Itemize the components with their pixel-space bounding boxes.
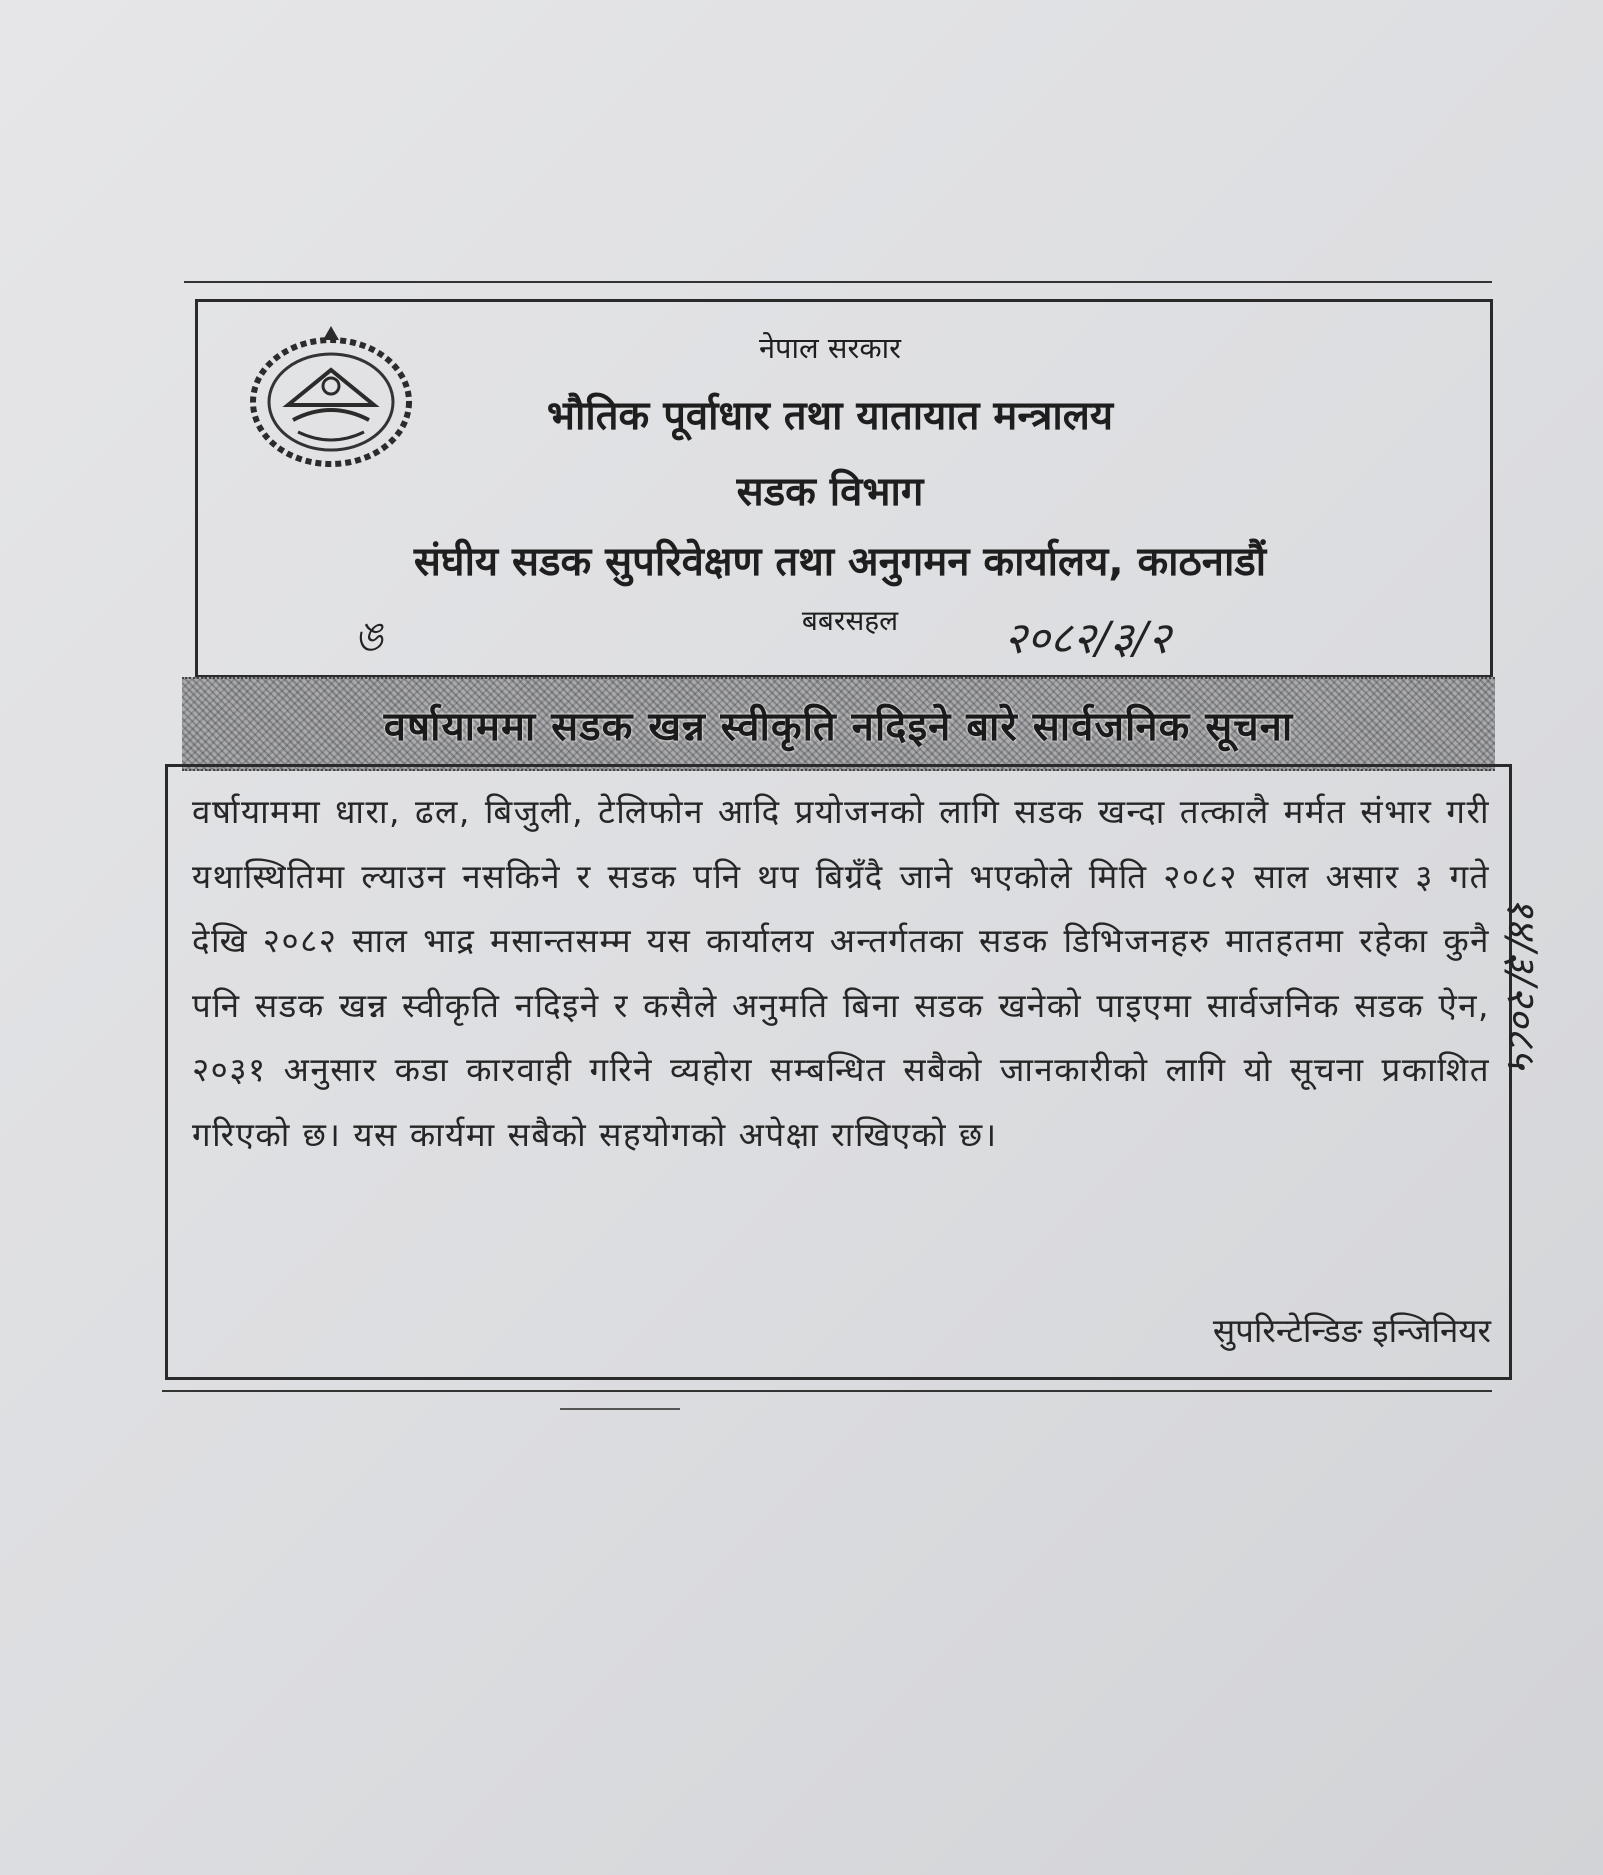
notice-body: वर्षायाममा धारा, ढल, बिजुली, टेलिफोन आदि प्रयोजनको लागि सडक खन्दा तत्कालै मर्मत संभार गरी यथास्थितिमा ल्याउन नसकिने र सडक पनि थप बिग्रँदै जाने भएकोले मिति २०८२ साल असार ३ गते देखि २०८२ साल भाद्र मसान्तसम्म यस कार्यालय अन्तर्गतका सडक डिभिजनहरु मातहतमा रहेका कुनै पनि सडक खन्न स्वीकृति नदिइने र कसैले अनुमति बिना सडक खनेको पाइएमा सार्वजनिक सडक ऐन, २०३१ अनुसार कडा कारवाही गरिने व्यहोरा सम्बन्धित सबैको जानकारीको लागि यो सूचना प्रकाशित गरिएको छ। यस कार्यमा सबैको सहयोगको अपेक्षा राखिएको छ। bbox=[192, 792, 1490, 1154]
top-rule bbox=[184, 281, 1492, 283]
office-location: बबरसहल bbox=[801, 604, 899, 637]
handwritten-date: २०८२/३/२ bbox=[1004, 613, 1171, 664]
margin-note: १४/३/२०८५ bbox=[1497, 896, 1544, 1069]
bottom-rule bbox=[162, 1390, 1492, 1392]
signature-title: सुपरिन्टेन्डिङ इन्जिनियर bbox=[1212, 1311, 1491, 1350]
notice-title-band bbox=[182, 677, 1495, 771]
nepal-emblem-icon bbox=[238, 320, 424, 476]
ministry-name: भौतिक पूर्वाधार तथा यातायात मन्त्रालय bbox=[546, 393, 1114, 439]
bottom-dash bbox=[560, 1408, 680, 1410]
department-name: सडक विभाग bbox=[736, 469, 924, 515]
notice-title: वर्षायाममा सडक खन्न स्वीकृति नदिइने बारे सार्वजनिक सूचना bbox=[383, 703, 1294, 750]
government-name: नेपाल सरकार bbox=[758, 331, 902, 365]
office-name: संघीय सडक सुपरिवेक्षण तथा अनुगमन कार्यालय, काठनाडौं bbox=[413, 539, 1267, 585]
handwritten-mark: ঙ bbox=[354, 614, 384, 660]
